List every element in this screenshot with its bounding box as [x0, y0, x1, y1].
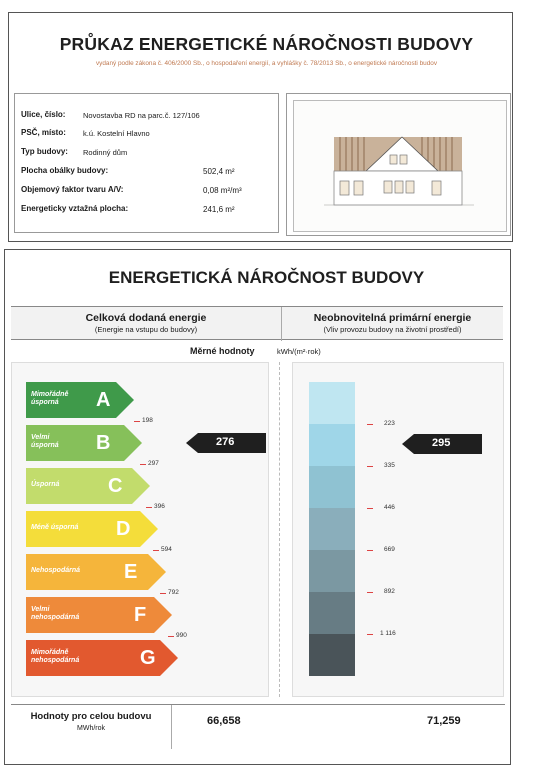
city-value: k.ú. Kostelní Hlavno [83, 129, 150, 138]
threshold-mark [160, 593, 166, 594]
right-threshold-bc: 335 [384, 462, 395, 469]
class-letter-e: E [124, 561, 138, 583]
right-swatch-f [309, 592, 355, 634]
right-swatch-c [309, 466, 355, 508]
class-arrow-f [26, 597, 172, 633]
right-threshold-de: 669 [384, 546, 395, 553]
left-threshold-ef: 792 [168, 589, 179, 596]
class-arrow-e [26, 554, 166, 590]
class-label-d: Méně úsporná [31, 524, 79, 531]
threshold-mark [367, 634, 373, 635]
shape-factor-value: 0,08 m²/m³ [203, 186, 242, 195]
unit-label: kWh/(m²·rok) [277, 347, 321, 356]
reference-area-label: Energeticky vztažná plocha: [21, 204, 129, 213]
totals-unit: MWh/rok [77, 725, 105, 732]
building-image-box [286, 93, 511, 236]
left-threshold-ab: 198 [142, 417, 153, 424]
threshold-mark [146, 507, 152, 508]
threshold-mark [134, 421, 140, 422]
threshold-mark [168, 636, 174, 637]
left-column-title: Celková dodaná energie [85, 312, 207, 324]
right-swatch-b [309, 424, 355, 466]
house-drawing-icon [294, 101, 506, 231]
right-threshold-cd: 446 [384, 504, 395, 511]
type-value: Rodinný dům [83, 148, 128, 157]
certificate-title: PRŮKAZ ENERGETICKÉ NÁROČNOSTI BUDOVY [59, 34, 474, 54]
class-arrow-c [26, 468, 150, 504]
envelope-label: Plocha obálky budovy: [21, 166, 109, 175]
class-label-f: Velmi nehospodárná [31, 606, 80, 621]
right-total: 71,259 [427, 715, 461, 727]
class-letter-f: F [134, 604, 147, 626]
rating-title: ENERGETICKÁ NÁROČNOST BUDOVY [108, 268, 425, 287]
class-label-a: Mimořádně úsporná [31, 391, 69, 406]
street-value: Novostavba RD na parc.č. 127/106 [83, 111, 200, 120]
specific-values-label: Měrné hodnoty [190, 346, 255, 356]
class-label-c: Úsporná [31, 481, 60, 488]
class-letter-d: D [116, 518, 131, 540]
shape-factor-label: Objemový faktor tvaru A/V: [21, 185, 124, 194]
building-info-box [14, 93, 279, 233]
totals-label: Hodnoty pro celou budovu [30, 711, 152, 722]
right-swatch-e [309, 550, 355, 592]
class-letter-g: G [140, 647, 156, 669]
reference-area-value: 241,6 m² [203, 205, 235, 214]
certificate-subtitle: vydaný podle zákona č. 406/2000 Sb., o hospodaření energií, a vyhlášky č. 78/2013 Sb., o energetické náročnosti budov [95, 60, 438, 67]
threshold-mark [367, 592, 373, 593]
envelope-value: 502,4 m² [203, 167, 235, 176]
right-value-pointer [402, 434, 482, 459]
right-swatch-a [309, 382, 355, 424]
threshold-mark [153, 550, 159, 551]
column-headers [11, 306, 503, 340]
left-threshold-bc: 297 [148, 460, 159, 467]
left-threshold-fg: 990 [176, 632, 187, 639]
class-arrow-a [26, 382, 134, 418]
building-image [293, 100, 507, 232]
left-total: 66,658 [207, 715, 241, 727]
type-label: Typ budovy: [21, 147, 68, 156]
class-arrow-d [26, 511, 158, 547]
class-letter-b: B [96, 432, 111, 454]
class-label-b: Velmi úsporná [31, 434, 59, 449]
right-threshold-fg: 1 116 [380, 630, 396, 637]
class-letter-c: C [108, 475, 123, 497]
class-label-g: Mimořádně nehospodárná [31, 649, 80, 664]
right-threshold-ef: 892 [384, 588, 395, 595]
city-label: PSČ, místo: [21, 128, 66, 137]
right-swatch-d [309, 508, 355, 550]
totals-footer [11, 704, 505, 748]
left-value: 276 [216, 436, 235, 448]
right-value: 295 [432, 437, 451, 449]
right-column-title: Neobnovitelná primární energie [313, 312, 472, 324]
threshold-mark [367, 550, 373, 551]
right-threshold-ab: 223 [384, 420, 395, 427]
left-threshold-cd: 396 [154, 503, 165, 510]
left-column-subtitle: (Energie na vstupu do budovy) [94, 325, 198, 334]
class-letter-a: A [96, 389, 111, 411]
left-value-pointer [186, 433, 266, 458]
threshold-mark [367, 466, 373, 467]
left-threshold-de: 594 [161, 546, 172, 553]
class-label-e: Nehospodárná [31, 567, 81, 574]
threshold-mark [140, 464, 146, 465]
street-label: Ulice, číslo: [21, 110, 66, 119]
right-swatch-g [309, 634, 355, 676]
right-column-subtitle: (Vliv provozu budovy na životní prostředí) [323, 325, 462, 334]
column-divider [279, 362, 280, 697]
class-arrow-g [26, 640, 178, 676]
threshold-mark [367, 424, 373, 425]
threshold-mark [367, 508, 373, 509]
class-arrow-b [26, 425, 142, 461]
